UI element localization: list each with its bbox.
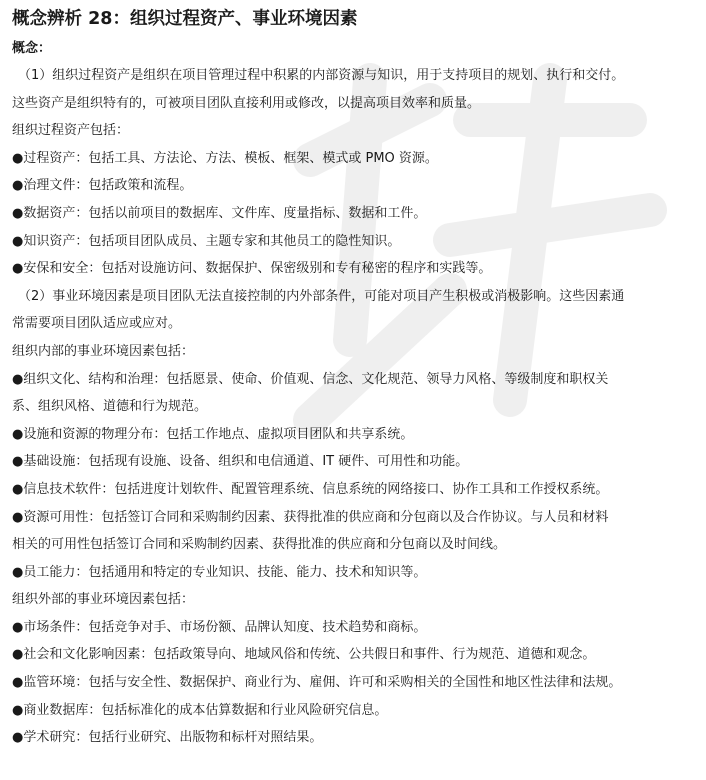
bullet-text: 治理文件：包括政策和流程。 — [23, 178, 193, 194]
bullet-item — [12, 255, 696, 283]
bullet-icon: ● — [12, 564, 24, 580]
text-line: 系、组织风格、道德和行为规范。 — [12, 399, 208, 415]
text-line: （1）组织过程资产是组织在项目管理过程中积累的内部资源与知识，用于支持项目的规划、执行和交付。 — [18, 68, 625, 83]
bullet-item — [12, 724, 696, 752]
bullet-icon: ● — [12, 233, 24, 249]
bullet-text: 商业数据库：包括标准化的成本估算数据和行业风险研究信息。 — [23, 702, 388, 718]
bullet-icon: ● — [12, 619, 24, 635]
bullet-item — [12, 366, 696, 394]
bullet-icon: ● — [12, 150, 24, 166]
bullet-icon: ● — [12, 178, 24, 194]
bullet-text: 资源可用性：包括签订合同和采购制约因素、获得批准的供应商和分包商以及合作协议。与人员和材料 — [23, 509, 609, 525]
text-line: 这些资产是组织特有的，可被项目团队直接利用或修改，以提高项目效率和质量。 — [12, 95, 481, 111]
bullet-item — [12, 228, 696, 256]
bullet-icon: ● — [12, 454, 24, 470]
bullet-text: 监管环境：包括与安全性、数据保护、商业行为、雇佣、许可和采购相关的全国性和地区性法律和法规。 — [23, 675, 622, 691]
bullet-text: 数据资产：包括以前项目的数据库、文件库、度量指标、数据和工件。 — [23, 205, 427, 221]
content-body — [12, 62, 696, 752]
bullet-text: 市场条件：包括竞争对手、市场份额、品牌认知度、技术趋势和商标。 — [23, 619, 427, 635]
bullet-item — [12, 172, 696, 200]
bullet-text: 社会和文化影响因素：包括政策导向、地域风俗和传统、公共假日和事件、行为规范、道德和观念。 — [23, 647, 596, 663]
bullet-item — [12, 559, 696, 587]
text-line: （2）事业环境因素是项目团队无法直接控制的内外部条件，可能对项目产生积极或消极影响。这些因素通 — [18, 288, 625, 304]
concept-label: 概念： — [12, 41, 52, 56]
bullet-icon: ● — [12, 481, 24, 497]
text-line: 相关的可用性包括签订合同和采购制约因素、获得批准的供应商和分包商以及时间线。 — [12, 537, 507, 553]
bullet-item — [12, 504, 696, 532]
bullet-text: 安保和安全：包括对设施访问、数据保护、保密级别和专有秘密的程序和实践等。 — [23, 261, 492, 277]
bullet-text: 知识资产：包括项目团队成员、主题专家和其他员工的隐性知识。 — [23, 233, 401, 249]
bullet-icon: ● — [12, 426, 24, 442]
text-line: 组织过程资产包括： — [12, 123, 130, 139]
bullet-icon: ● — [12, 647, 24, 663]
bullet-text: 设施和资源的物理分布：包括工作地点、虚拟项目团队和共享系统。 — [23, 426, 414, 442]
bullet-icon: ● — [12, 205, 24, 221]
bullet-icon: ● — [12, 261, 24, 277]
bullet-text: 员工能力：包括通用和特定的专业知识、技能、能力、技术和知识等。 — [23, 564, 427, 580]
bullet-item — [12, 200, 696, 228]
bullet-icon: ● — [12, 702, 24, 718]
bullet-item — [12, 476, 696, 504]
text-line: 组织内部的事业环境因素包括： — [12, 343, 195, 359]
bullet-item — [12, 614, 696, 642]
bullet-text: 基础设施：包括现有设施、设备、组织和电信通道、IT 硬件、可用性和功能。 — [23, 454, 469, 470]
bullet-text: 组织文化、结构和治理：包括愿景、使命、价值观、信念、文化规范、领导力风格、等级制度和职权关 — [23, 371, 609, 387]
bullet-icon: ● — [12, 730, 24, 746]
bullet-icon: ● — [12, 509, 24, 525]
bullet-icon: ● — [12, 371, 24, 387]
bullet-item — [12, 145, 696, 173]
bullet-item — [12, 697, 696, 725]
bullet-item — [12, 669, 696, 697]
bullet-item — [12, 641, 696, 669]
bullet-text: 信息技术软件：包括进度计划软件、配置管理系统、信息系统的网络接口、协作工具和工作授权系统。 — [23, 481, 609, 497]
bullet-item — [12, 421, 696, 449]
bullet-item — [12, 448, 696, 476]
page-title: 概念辨析 28：组织过程资产、事业环境因素 — [12, 9, 358, 29]
bullet-text: 过程资产：包括工具、方法论、方法、模板、框架、模式或 PMO 资源。 — [23, 150, 438, 166]
bullet-text: 学术研究：包括行业研究、出版物和标杆对照结果。 — [23, 730, 323, 746]
text-line: 组织外部的事业环境因素包括： — [12, 592, 195, 608]
bullet-icon: ● — [12, 675, 24, 691]
text-line: 常需要项目团队适应或应对。 — [12, 316, 182, 332]
